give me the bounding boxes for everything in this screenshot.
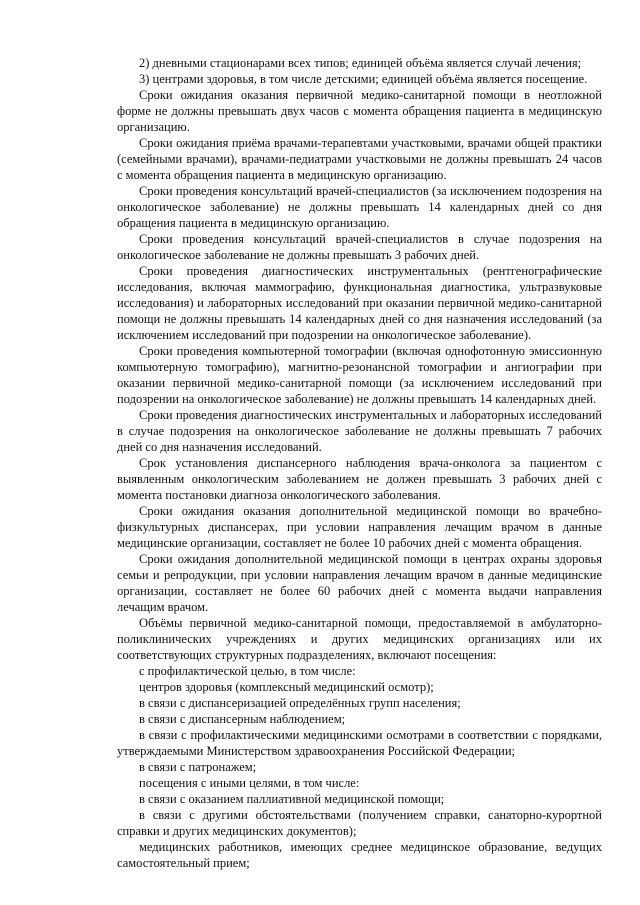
list-item-preventive-exams: в связи с профилактическими медицинскими осмотрами в соответствии с порядками, утверждаемыми Министерством здравоохранения Российской Федерации;	[117, 728, 602, 758]
paragraph-diagnostic-tests: Сроки проведения диагностических инструментальных (рентгенографические исследования, включая маммографию, функциональная диагностика, ультразвуковые исследования) и лабораторных исследований при оказании первичной медико-санитарной помощи не должны превышать 14 календарных дней со дня назначения исследований (за исключением исследований при подозрении на онкологическое заболевание).	[117, 264, 602, 342]
list-item-preventive: с профилактической целью, в том числе:	[139, 664, 356, 678]
list-item-palliative: в связи с оказанием паллиативной медицинской помощи;	[139, 792, 445, 806]
paragraph-oncology-diagnostics: Сроки проведения диагностических инструментальных и лабораторных исследований в случае подозрения на онкологическое заболевание не должны превышать 7 рабочих дней со дня назначения исследований.	[117, 408, 602, 454]
list-item-dispensary: в связи с диспансерным наблюдением;	[139, 712, 346, 726]
list-item-health-centers: центров здоровья (комплексный медицинский осмотр);	[139, 680, 434, 694]
paragraph-ct-mri: Сроки проведения компьютерной томографии (включая однофотонную эмиссионную компьютерную томографию), магнитно-резонансной томографии и ангиографии при оказании первичной медико-санитарной помощи (за исключением исследований при подозрении на онкологическое заболевание) не должны превышать 14 календарных дней.	[117, 344, 602, 406]
paragraph-day-hospitals: 2) дневными стационарами всех типов; единицей объёма является случай лечения;	[139, 56, 582, 70]
list-item-other-purposes: посещения с иными целями, в том числе:	[139, 776, 360, 790]
paragraph-health-centers: 3) центрами здоровья, в том числе детскими; единицей объёма является посещение.	[139, 72, 588, 86]
paragraph-oncology-consultation: Сроки проведения консультаций врачей-специалистов в случае подозрения на онкологическое заболевание не должны превышать 3 рабочих дней.	[117, 232, 602, 262]
paragraph-urgent-care-wait: Сроки ожидания оказания первичной медико-санитарной помощи в неотложной форме не должны превышать двух часов с момента обращения пациента в медицинскую организацию.	[117, 88, 602, 134]
list-item-screening: в связи с диспансеризацией определённых групп населения;	[139, 696, 461, 710]
paragraph-primary-care-volumes: Объёмы первичной медико-санитарной помощи, предоставляемой в амбулаторно-поликлинических учреждениях и других медицинских организациях или их соответствующих структурных подразделениях, включают посещения:	[117, 616, 602, 662]
list-item-nursing-staff: медицинских работников, имеющих среднее медицинское образование, ведущих самостоятельный прием;	[117, 840, 602, 870]
paragraph-specialist-consultation: Сроки проведения консультаций врачей-специалистов (за исключением подозрения на онкологическое заболевание) не должны превышать 14 календарных дней со дня обращения пациента в медицинскую организацию.	[117, 184, 602, 230]
paragraph-oncologist-observation: Срок установления диспансерного наблюдения врача-онколога за пациентом с выявленным онкологическим заболеванием не должен превышать 3 рабочих дней с момента постановки диагноза онкологического заболевания.	[117, 456, 602, 502]
document-page	[117, 55, 602, 871]
paragraph-therapist-wait: Сроки ожидания приёма врачами-терапевтами участковыми, врачами общей практики (семейными врачами), врачами-педиатрами участковыми не должны превышать 24 часов с момента обращения пациента в медицинскую организацию.	[117, 136, 602, 182]
list-item-other-circumstances: в связи с другими обстоятельствами (получением справки, санаторно-курортной справки и других медицинских документов);	[117, 808, 602, 838]
paragraph-sports-dispensaries: Сроки ожидания оказания дополнительной медицинской помощи во врачебно-физкультурных диспансерах, при условии направления лечащим врачом в данные медицинские организации, составляет не более 10 рабочих дней с момента обращения.	[117, 504, 602, 550]
paragraph-family-health-centers: Сроки ожидания дополнительной медицинской помощи в центрах охраны здоровья семьи и репродукции, при условии направления лечащим врачом в данные медицинские организации, составляет не более 60 рабочих дней с момента выдачи направления лечащим врачом.	[117, 552, 602, 614]
list-item-patronage: в связи с патронажем;	[139, 760, 257, 774]
